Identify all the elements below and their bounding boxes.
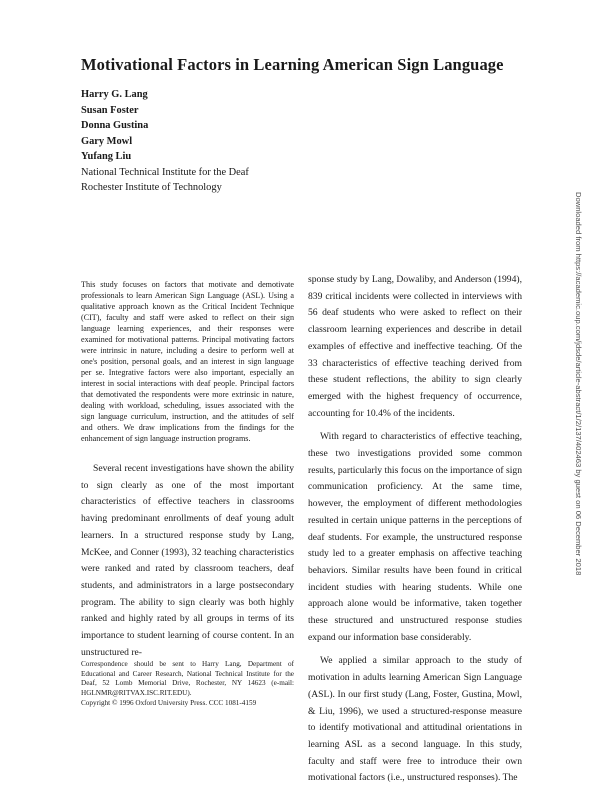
article-title: Motivational Factors in Learning American Sign Language (81, 55, 504, 74)
author-name: Harry G. Lang (81, 89, 148, 100)
body-column-left (81, 461, 294, 661)
author-name: Yufang Liu (81, 151, 132, 162)
body-paragraph: With regard to characteristics of effective teaching, these two investigations provided some common results, particularly this focus on the importance of sign communication proficiency. At the same time, however, the employment of different methodologies resulted in certain unique patterns in the perceptions of deaf students. For example, the unstructured response study led to a greater emphasis on affective teaching behaviors. Similar results have been found in critical incident studies with hearing students. While one approach alone would be informative, taken together these structured and unstructured response studies expand our information base considerably. (308, 431, 522, 643)
body-paragraph: sponse study by Lang, Dowaliby, and Anderson (1994), 839 critical incidents were collected in interviews with 56 deaf students who were asked to reflect on their classroom learning experiences and describe in detail examples of effective and ineffective teaching. Of the 33 characteristics of effective teaching derived from these student reflections, the ability to sign clearly emerged with the highest frequency of occurrence, accounting for 10.4% of the incidents. (308, 274, 522, 419)
author-name: Gary Mowl (81, 135, 133, 147)
correspondence-footnote: Correspondence should be sent to Harry Lang, Department of Educational and Career Research, National Technical Institute for the Deaf, 52 Lomb Memorial Drive, Rochester, NY 14623 (e-mail: HGLNMR@RITVAX.ISC.RIT.EDU). (81, 660, 294, 697)
author-block (81, 87, 381, 196)
download-watermark: Downloaded from https://academic.oup.com/jdsde/article-abstract/1/2/137/402463 by guest on 06 December 2018 (574, 192, 583, 576)
abstract: This study focuses on factors that motivate and demotivate professionals to learn American Sign Language (ASL). Using a qualitative approach known as the Critical Incident Technique (CIT), faculty and staff were asked to reflect on their sign language learning experiences, and their responses were examined for motivational patterns. Principal motivating factors were intrinsic in nature, including a desire to perform well at one's position, personal goals, and an interest in sign language per se. Integrative factors were also important, especially an interest in social interactions with deaf people. Principal factors that demotivated the respondents were more extrinsic in nature, dealing with workload, scheduling, issues associated with the sign language curriculum, instruction, and the attitudes of self and others. We draw implications from the findings for the enhancement of sign language instruction programs. (81, 280, 294, 443)
copyright-line: Copyright © 1996 Oxford University Press. CCC 1081-4159 (81, 699, 257, 707)
body-paragraph: We applied a similar approach to the study of motivation in adults learning American Sign Language (ASL). In our first study (Lang, Foster, Gustina, Mowl, & Liu, 1996), we used a structured-response measure to identify motivational and attitudinal orientations in learning ASL as a second language. In this study, faculty and staff were free to introduce their own motivational factors (i.e., unstructured responses). The (308, 655, 522, 784)
body-paragraph: Several recent investigations have shown the ability to sign clearly as one of the most important characteristics of effective teachers in classrooms having predominant enrollments of deaf young adult learners. In a structured response study by Lang, McKee, and Conner (1993), 32 teaching characteristics were ranked and rated by classroom teachers, deaf students, and administrators in a large postsecondary program. The ability to sign clearly was both highly ranked and highly rated by all groups in terms of its importance to student learning of course content. In an unstructured re- (81, 463, 294, 658)
affiliation: National Technical Institute for the Deaf (81, 166, 249, 178)
body-column-right (308, 272, 522, 787)
author-name: Susan Foster (81, 104, 139, 116)
affiliation: Rochester Institute of Technology (81, 182, 222, 193)
author-name: Donna Gustina (81, 120, 149, 131)
